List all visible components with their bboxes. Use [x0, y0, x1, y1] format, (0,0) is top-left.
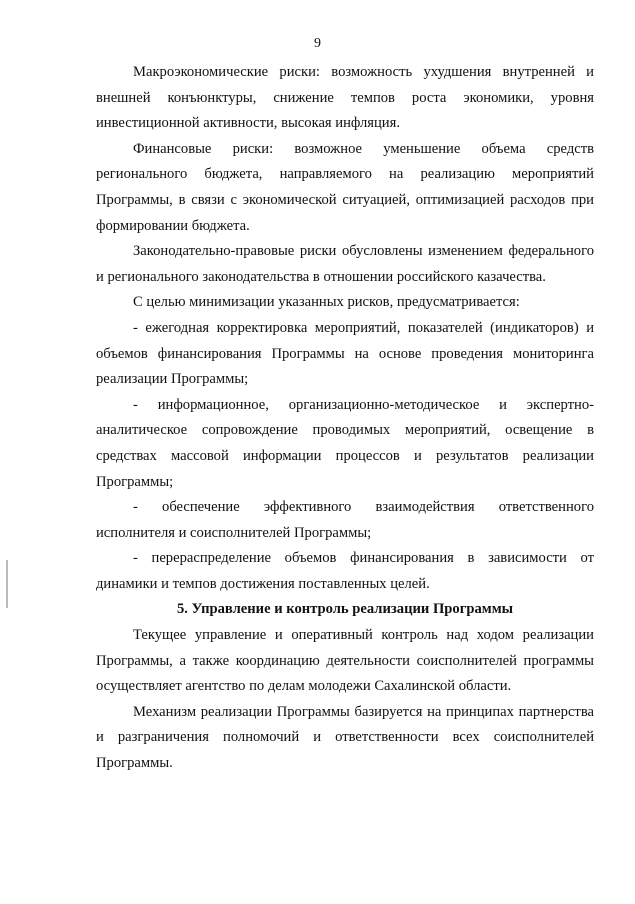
list-item-information-support: - информационное, организационно-методическое и экспертно-аналитическое сопровождение проводимых мероприятий, освещение в средствах массовой информации процессов и результатов реализации Программы; [96, 396, 594, 490]
paragraph-current-management: Текущее управление и оперативный контроль над ходом реализации Программы, а также координацию деятельности соисполнителей программы осуществляет агентство по делам молодежи Сахалинской области. [96, 627, 594, 695]
paragraph-implementation-mechanism: Механизм реализации Программы базируется на принципах партнерства и разграничения полномочий и ответственности всех соисполнителей Программы. [96, 703, 594, 772]
list-item-effective-cooperation: - обеспечение эффективного взаимодействия ответственного исполнителя и соисполнителей Программы; [96, 499, 594, 541]
list-item-funding-redistribution: - перераспределение объемов финансирования в зависимости от динамики и темпов достижения поставленных целей. [96, 550, 594, 592]
paragraph-risk-mitigation-intro: С целью минимизации указанных рисков, предусматривается: [133, 294, 520, 311]
page-number: 9 [314, 36, 321, 51]
scan-edge-mark [6, 560, 8, 608]
paragraph-macroeconomic-risks: Макроэкономические риски: возможность ухудшения внутренней и внешней конъюнктуры, снижение темпов роста экономики, уровня инвестиционной активности, высокая инфляция. [96, 64, 594, 132]
page-body [96, 60, 594, 777]
section-heading: 5. Управление и контроль реализации Программы [176, 601, 514, 618]
paragraph-legal-risks: Законодательно-правовые риски обусловлены изменением федерального и регионального законодательства в отношении российского казачества. [96, 243, 594, 285]
list-item-annual-adjustment: - ежегодная корректировка мероприятий, показателей (индикаторов) и объемов финансирования Программы на основе проведения мониторинга реализации Программы; [96, 319, 594, 388]
paragraph-financial-risks: Финансовые риски: возможное уменьшение объема средств регионального бюджета, направляемого на реализацию мероприятий Программы, в связи с экономической ситуацией, оптимизацией расходов при формировании бюджета. [96, 140, 594, 234]
